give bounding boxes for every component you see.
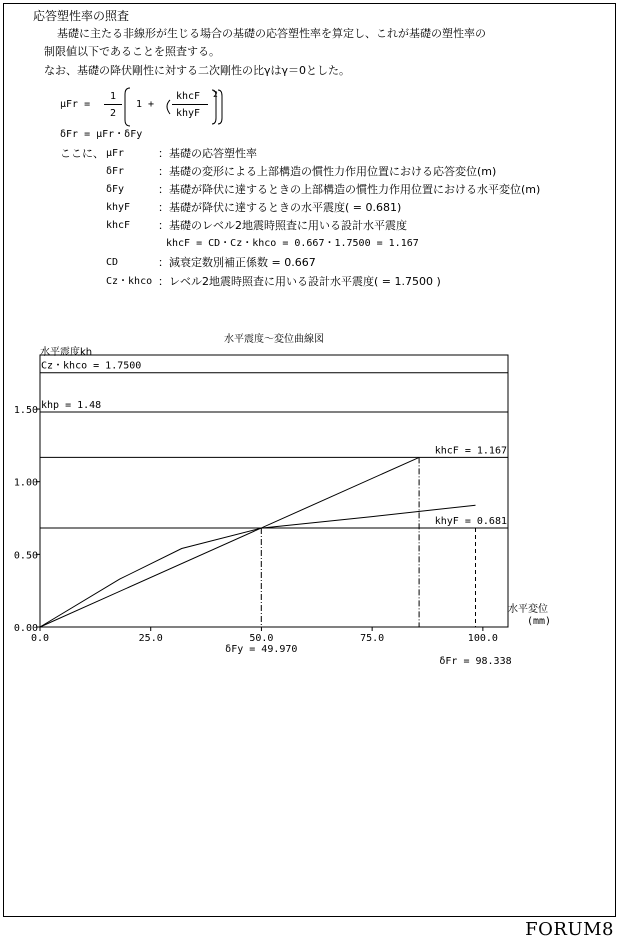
def-symbol: δFy: [106, 184, 125, 195]
y-tick-label: 0.50: [13, 550, 38, 562]
x-tick-label: 0.0: [30, 633, 50, 644]
def-description: ：基礎が降伏に達するときの上部構造の慣性力作用位置における水平変位(m): [158, 183, 541, 196]
y-tick-label: 1.50: [13, 405, 38, 417]
response-displacement-formula: δFr = μFr・δFy: [60, 129, 143, 140]
def-symbol: μFr: [106, 148, 125, 159]
x-axis-label: 水平変位: [508, 604, 548, 615]
def-symbol: δFr: [106, 166, 125, 177]
formula-lhs: μFr =: [60, 99, 91, 110]
section-heading: 応答塑性率の照査: [33, 9, 130, 23]
def-equation: khcF = CD・Cz・khco = 0.667・1.7500 = 1.167: [166, 238, 419, 249]
displacement-curve-chart: [0, 325, 620, 670]
formula-inner-one: 1 +: [136, 99, 155, 110]
def-description: ：基礎のレベル2地震時照査に用いる設計水平震度: [158, 219, 407, 232]
intro-line-1: 基礎に主たる非線形が生じる場合の基礎の応答塑性率を算定し、これが基礎の塑性率の: [57, 27, 486, 40]
def-symbol: khyF: [106, 202, 131, 213]
formula-inner-bar: [172, 104, 208, 105]
def-description: ：基礎の変形による上部構造の慣性力作用位置における応答変位(m): [158, 165, 497, 178]
def-description: ：減衰定数別補正係数 = 0.667: [158, 256, 316, 269]
reference-label: khyF = 0.681: [434, 516, 507, 528]
reference-label: Cz・khco = 1.7500: [41, 360, 142, 372]
formula-inner-denominator: khyF: [176, 108, 201, 119]
formula-half-denominator: 2: [110, 108, 117, 119]
y-tick-label: 1.00: [13, 477, 38, 489]
formula-half-numerator: 1: [110, 91, 117, 102]
def-symbol: khcF: [106, 220, 131, 231]
intro-line-2: 制限値以下であることを照査する。: [44, 45, 220, 58]
reference-label: khcF = 1.167: [434, 445, 507, 457]
formula-inner-numerator: khcF: [176, 91, 201, 102]
def-symbol: Cz・khco: [106, 276, 153, 287]
series-line: [40, 457, 419, 627]
def-description: ：基礎の応答塑性率: [158, 147, 257, 160]
def-description: ：レベル2地震時照査に用いる設計水平震度( = 1.7500 ): [158, 275, 441, 288]
def-description: ：基礎が降伏に達するときの水平震度( = 0.681): [158, 201, 402, 214]
x-tick-label: 100.0: [467, 633, 498, 644]
x-tick-label: 75.0: [360, 633, 385, 644]
yield-displacement-label: δFy = 49.970: [225, 644, 298, 655]
x-tick-label: 50.0: [249, 633, 274, 644]
series-line: [40, 505, 476, 627]
chart-title: 水平震度～変位曲線図: [224, 334, 324, 345]
x-axis-unit: (mm): [527, 616, 552, 627]
y-axis-label: 水平震度kh: [40, 347, 93, 358]
intro-line-3: なお、基礎の降伏剛性に対する二次剛性の比γはγ＝0とした。: [44, 64, 351, 77]
plot-frame: [40, 355, 508, 627]
footer-brand: FORUM8: [525, 919, 614, 940]
formula-exponent: 2: [213, 90, 218, 99]
y-tick-label: 0.00: [13, 623, 38, 634]
x-tick-label: 25.0: [138, 633, 163, 644]
response-displacement-label: δFr = 98.338: [439, 656, 512, 667]
reference-label: khp = 1.48: [41, 399, 102, 411]
formula-half-bar: [104, 104, 122, 105]
where-label: ここに、: [60, 147, 104, 160]
def-symbol: CD: [106, 257, 119, 268]
